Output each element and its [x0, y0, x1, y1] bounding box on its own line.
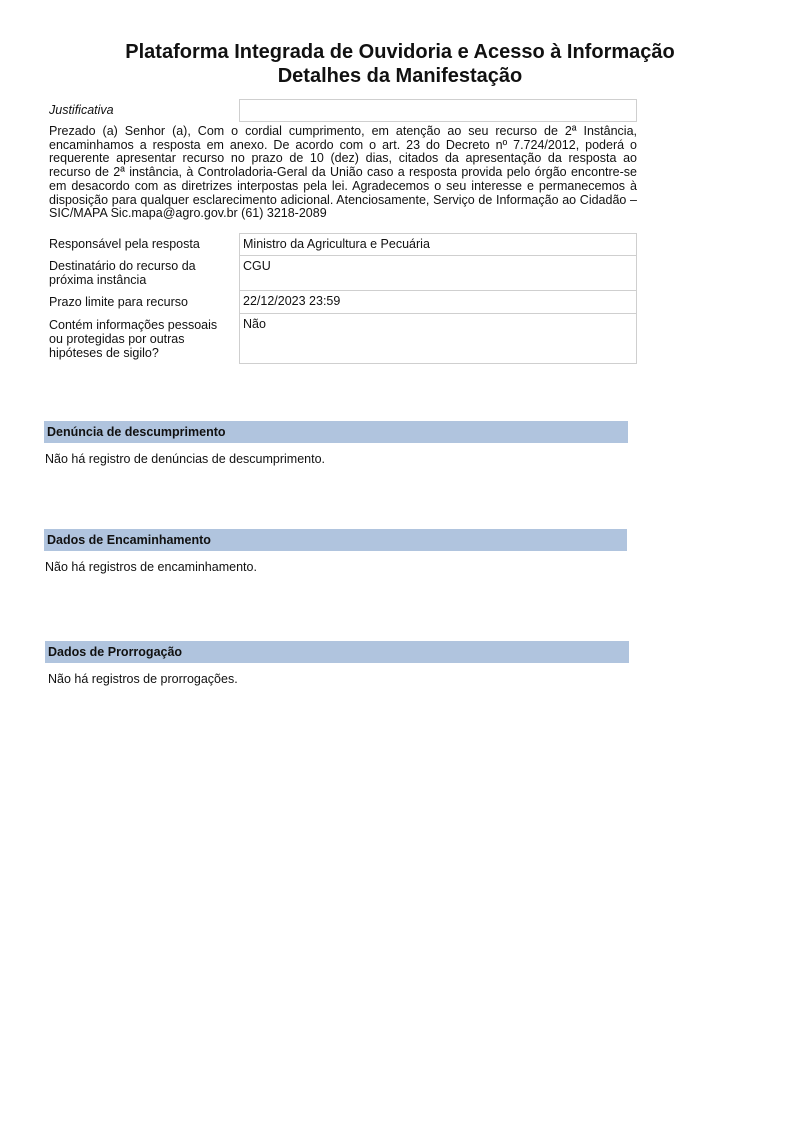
field-label-sigilo: Contém informações pessoais ou protegidas por outras hipóteses de sigilo? [49, 318, 218, 360]
field-label-destinatario: Destinatário do recurso da próxima instância [49, 259, 196, 287]
page-title [0, 40, 800, 88]
section-prorrogacao-text: Não há registros de prorrogações. [48, 672, 238, 686]
section-denuncia-header: Denúncia de descumprimento [44, 421, 628, 443]
section-encaminhamento-text: Não há registros de encaminhamento. [45, 560, 257, 574]
page-title-line1: Plataforma Integrada de Ouvidoria e Acesso à Informação [125, 41, 675, 63]
field-label-responsavel: Responsável pela resposta [49, 237, 200, 251]
justificativa-text: Prezado (a) Senhor (a), Com o cordial cumprimento, em atenção ao seu recurso de 2ª Instância, encaminhamos a resposta em anexo. De acordo com o art. 23 do Decreto nº 7.724/2012, poderá o requerente apresentar recurso no prazo de 10 (dez) dias, citados da apresentação da resposta ao recurso de 2ª instância, à Controladoria-Geral da União caso a resposta provida pelo órgão encontre-se em desacordo com as diretrizes interpostas pela lei. Agradecemos o seu interesse e permanecemos à disposição para qualquer esclarecimento adicional. Atenciosamente, Serviço de Informação ao Cidadão – SIC/MAPA Sic.mapa@agro.gov.br (61) 3218-2089 [49, 124, 637, 221]
justificativa-label: Justificativa [49, 103, 114, 117]
field-value-responsavel: Ministro da Agricultura e Pecuária [239, 233, 637, 256]
field-value-prazo: 22/12/2023 23:59 [239, 290, 637, 314]
field-value-destinatario: CGU [239, 255, 637, 291]
field-value-sigilo: Não [239, 313, 637, 364]
field-label-prazo: Prazo limite para recurso [49, 295, 188, 309]
justificativa-field [239, 99, 637, 122]
section-prorrogacao-header: Dados de Prorrogação [45, 641, 629, 663]
section-encaminhamento-header: Dados de Encaminhamento [44, 529, 627, 551]
page-title-line2: Detalhes da Manifestação [277, 65, 523, 87]
section-denuncia-text: Não há registro de denúncias de descumprimento. [45, 452, 326, 466]
